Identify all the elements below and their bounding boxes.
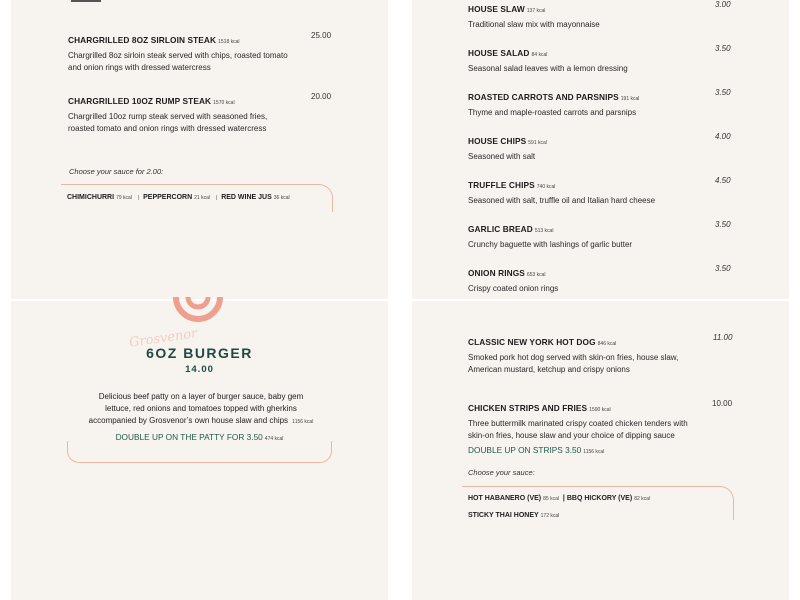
- item-kcal: 84 kcal: [531, 52, 548, 58]
- item-price: 3.50: [715, 44, 731, 53]
- item-price: 25.00: [311, 31, 332, 40]
- item-price: 11.00: [713, 333, 733, 342]
- upsell-kcal: 1156 kcal: [583, 449, 605, 455]
- item-price: 3.50: [715, 220, 731, 229]
- sauce-name: BBQ HICKORY (VE): [566, 495, 633, 502]
- sauce-prompt: Choose your sauce for 2.00:: [69, 167, 164, 176]
- menu-item: [68, 91, 338, 135]
- page-burger: [11, 301, 388, 600]
- page-mains: [412, 301, 789, 600]
- burger-price: 14.00: [185, 364, 214, 375]
- item-kcal: 1518 kcal: [218, 39, 240, 45]
- sauce-options: [468, 495, 652, 502]
- item-kcal: 1570 kcal: [213, 100, 235, 106]
- item-kcal: 740 kcal: [536, 184, 556, 190]
- item-kcal: 137 kcal: [526, 8, 546, 14]
- sauce-kcal: 172 kcal: [540, 513, 560, 519]
- item-kcal: 1590 kcal: [589, 407, 611, 413]
- burger-upsell: DOUBLE UP ON THE PATTY FOR 3.50: [115, 432, 263, 442]
- brand-script: Grosvenor: [128, 326, 199, 351]
- item-price: 10.00: [712, 399, 733, 408]
- sauce-kcal: 85 kcal: [543, 496, 559, 502]
- item-desc: Seasonal salad leaves with a lemon dressing: [468, 64, 628, 73]
- item-desc: Seasoned with salt: [468, 152, 536, 161]
- burger-desc: Delicious beef patty on a layer of burger sauce, baby gem: [98, 392, 304, 401]
- item-desc: Thyme and maple-roasted carrots and parsnips: [468, 108, 637, 117]
- upsell: DOUBLE UP ON STRIPS 3.50: [468, 445, 582, 455]
- item-kcal: 191 kcal: [620, 96, 640, 102]
- item-name: CLASSIC NEW YORK HOT DOG: [468, 337, 596, 347]
- item-name: HOUSE CHIPS: [468, 136, 527, 146]
- item-name: ONION RINGS: [468, 268, 525, 278]
- sauce-kcal: 36 kcal: [273, 195, 290, 201]
- item-desc: American mustard, ketchup and crispy onions: [468, 365, 630, 374]
- item-kcal: 513 kcal: [534, 228, 554, 234]
- burger-desc: accompanied by Grosvenor’s own house slaw and chips: [88, 416, 289, 425]
- item-desc: Smoked pork hot dog served with skin-on fries, house slaw,: [468, 353, 679, 362]
- item-desc: Crunchy baguette with lashings of garlic butter: [468, 240, 633, 249]
- sauce-options: [468, 512, 561, 519]
- item-price: 3.00: [715, 0, 731, 9]
- item-kcal: 591 kcal: [528, 140, 547, 146]
- burger-kcal: 1156 kcal: [292, 419, 314, 425]
- item-name: HOUSE SLAW: [468, 4, 525, 14]
- page-sides: [412, 0, 789, 299]
- item-desc: Chargrilled 8oz sirloin steak served with chips, roasted tomato: [68, 51, 288, 60]
- menu-item: [68, 30, 338, 74]
- item-price: 3.50: [715, 88, 731, 97]
- burger-desc: lettuce, red onions and tomatoes topped with gherkins: [105, 404, 297, 413]
- divider: [71, 0, 101, 2]
- upsell-kcal: 474 kcal: [264, 436, 284, 442]
- item-kcal: 846 kcal: [597, 341, 617, 347]
- sauce-kcal: 79 kcal: [116, 195, 132, 201]
- item-desc: Chargrilled 10oz rump steak served with seasoned fries,: [68, 112, 268, 121]
- item-name: CHICKEN STRIPS AND FRIES: [468, 403, 588, 413]
- separator: |: [562, 495, 565, 502]
- item-desc: skin-on fries, house slaw and your choice of dipping sauce: [468, 431, 675, 440]
- item-name: CHARGRILLED 10OZ RUMP STEAK: [68, 96, 212, 106]
- item-desc: Crispy coated onion rings: [468, 284, 559, 293]
- sauce-name: STICKY THAI HONEY: [468, 512, 539, 519]
- sauce-options: [67, 194, 292, 201]
- item-desc: roasted tomato and onion rings with dressed watercress: [68, 124, 267, 133]
- item-desc: Traditional slaw mix with mayonnaise: [468, 20, 600, 29]
- separator: |: [215, 195, 218, 201]
- page-steaks: [11, 0, 388, 299]
- sauce-kcal: 21 kcal: [194, 195, 210, 201]
- item-name: TRUFFLE CHIPS: [468, 180, 535, 190]
- item-desc: Three buttermilk marinated crispy coated chicken tenders with: [468, 419, 688, 428]
- sauce-name: HOT HABANERO (VE): [468, 495, 542, 502]
- sauce-name: PEPPERCORN: [143, 194, 193, 201]
- burger-frame: [67, 441, 332, 463]
- item-name: ROASTED CARROTS AND PARSNIPS: [468, 92, 619, 102]
- logo-icon: [173, 297, 223, 325]
- item-desc: Seasoned with salt, truffle oil and Italian hard cheese: [468, 196, 656, 205]
- sauce-kcal: 82 kcal: [634, 496, 651, 502]
- burger-title: 6OZ BURGER: [146, 345, 253, 361]
- sauce-name: CHIMICHURRI: [67, 194, 115, 201]
- sauce-prompt: Choose your sauce:: [468, 468, 535, 477]
- item-kcal: 653 kcal: [526, 272, 546, 278]
- item-price: 3.50: [715, 264, 731, 273]
- item-price: 4.50: [715, 176, 731, 185]
- item-desc: and onion rings with dressed watercress: [68, 63, 211, 72]
- sauce-name: RED WINE JUS: [221, 194, 272, 201]
- item-name: CHARGRILLED 8OZ SIRLOIN STEAK: [68, 35, 217, 45]
- item-price: 20.00: [311, 92, 332, 101]
- separator: |: [137, 195, 140, 201]
- item-price: 4.00: [715, 132, 731, 141]
- item-name: HOUSE SALAD: [468, 48, 530, 58]
- item-name: GARLIC BREAD: [468, 224, 533, 234]
